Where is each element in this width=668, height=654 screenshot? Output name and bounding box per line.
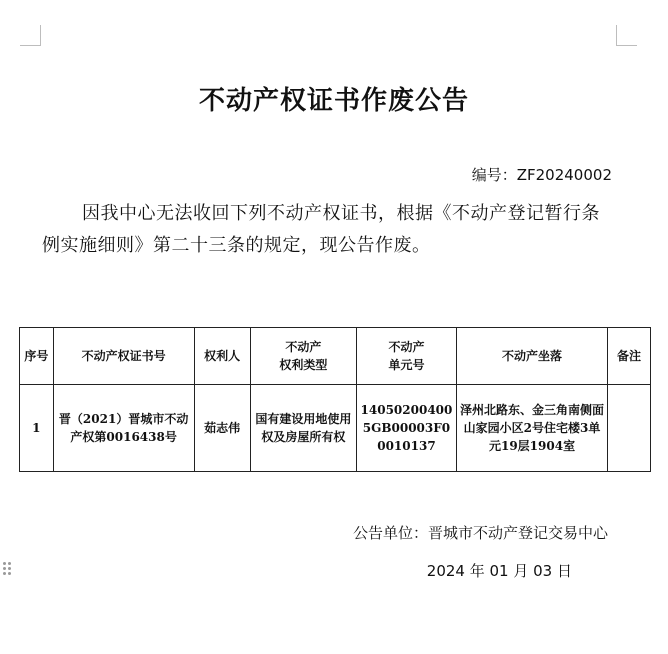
cell-cert-no: 晋（2021）晋城市不动产权第0016438号 xyxy=(53,385,194,472)
header-remark: 备注 xyxy=(608,328,651,385)
cell-holder: 茹志伟 xyxy=(194,385,250,472)
notice-title: 不动产权证书作废公告 xyxy=(198,86,469,116)
header-location: 不动产坐落 xyxy=(456,328,607,385)
cell-right-type: 国有建设用地使用权及房屋所有权 xyxy=(250,385,356,472)
header-unit-no-line2: 单元号 xyxy=(388,358,425,372)
header-unit-no-line1: 不动产 xyxy=(388,340,425,354)
page-corner-mark-top-right xyxy=(616,25,637,46)
notice-intro-paragraph: 因我中心无法收回下列不动产权证书，根据《不动产登记暂行条例实施细则》第二十三条的规定，现公告作废。 xyxy=(42,203,600,256)
header-holder: 权利人 xyxy=(194,328,250,385)
notice-date: 2024 年 01 月 03 日 xyxy=(426,562,572,580)
header-unit-no xyxy=(356,328,456,385)
page-corner-mark-top-left xyxy=(20,25,41,46)
table-header-row xyxy=(20,328,651,385)
header-right-type-line2: 权利类型 xyxy=(279,358,328,372)
header-right-type-line1: 不动产 xyxy=(285,340,322,354)
header-right-type xyxy=(250,328,356,385)
notice-issuing-unit: 公告单位：晋城市不动产登记交易中心 xyxy=(352,524,608,542)
document-number: 编号：ZF20240002 xyxy=(471,166,612,184)
header-cert-no: 不动产权证书号 xyxy=(53,328,194,385)
header-seq: 序号 xyxy=(20,328,54,385)
cell-remark xyxy=(608,385,651,472)
cell-unit-no: 140502004005GB00003F00010137 xyxy=(356,385,456,472)
voided-certificates-table xyxy=(19,327,651,472)
table-row xyxy=(20,385,651,472)
cell-location: 泽州北路东、金三角南侧面山家园小区2号住宅楼3单元19层1904室 xyxy=(456,385,607,472)
cell-seq: 1 xyxy=(20,385,54,472)
drag-handle-icon[interactable] xyxy=(3,562,11,578)
